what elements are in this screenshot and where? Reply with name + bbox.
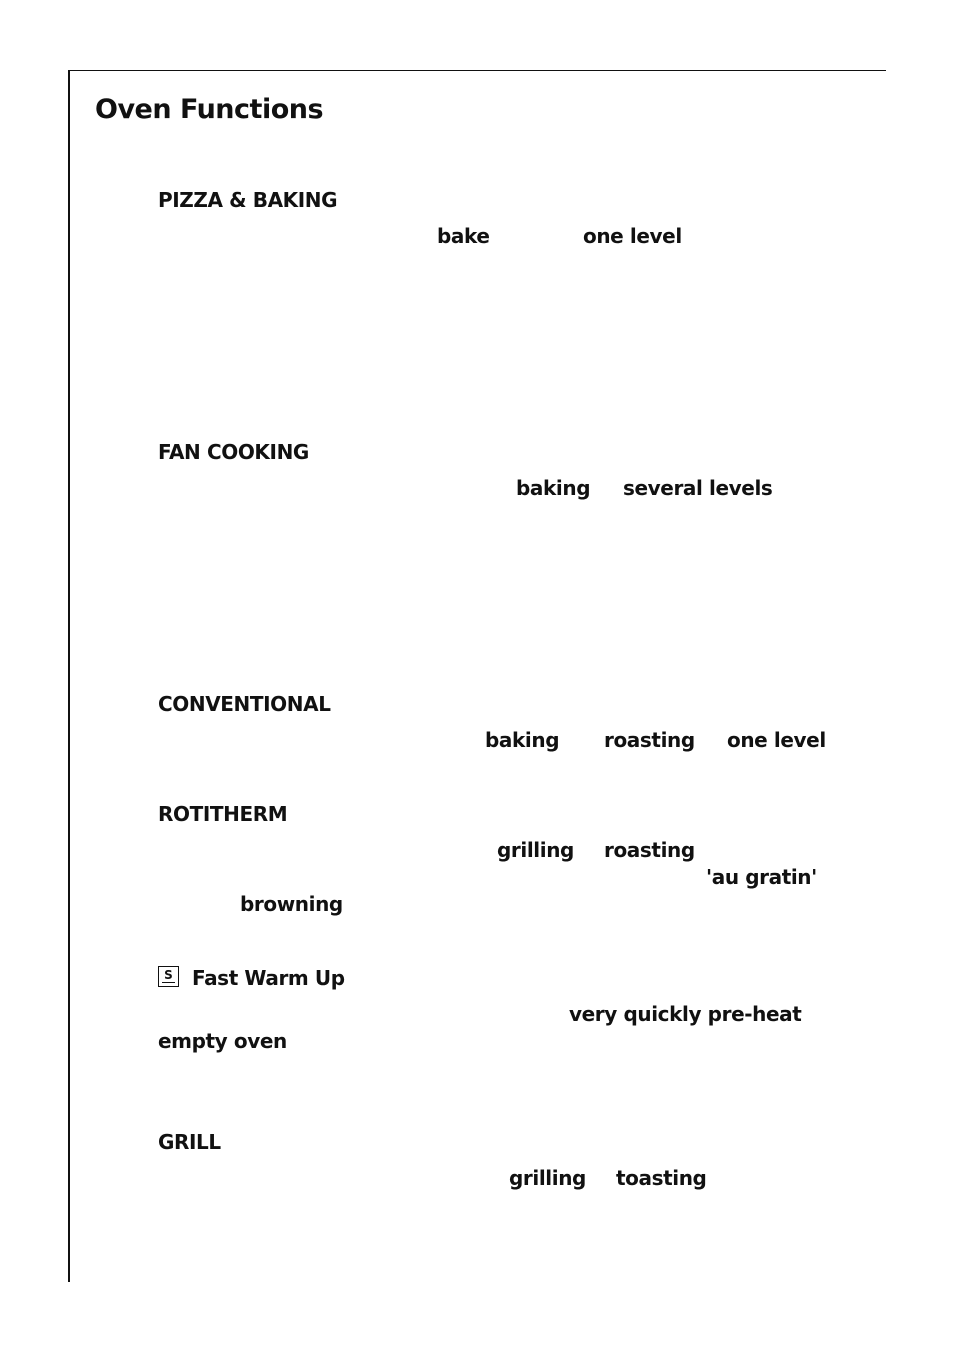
section-heading-pizza-baking: PIZZA & BAKING <box>158 188 338 212</box>
keyword-grilling: grilling <box>509 1166 586 1190</box>
page-title: Oven Functions <box>95 94 324 125</box>
keyword-au-gratin: 'au gratin' <box>706 865 817 889</box>
keyword-one-level: one level <box>727 728 826 752</box>
keyword-browning: browning <box>240 892 343 916</box>
keyword-empty-oven: empty oven <box>158 1029 287 1053</box>
section-heading-fast-warm-up: Fast Warm Up <box>192 966 345 990</box>
keyword-one-level: one level <box>583 224 682 248</box>
keyword-grilling: grilling <box>497 838 574 862</box>
fast-warm-up-icon-glyph: S <box>164 968 173 982</box>
keyword-very-quickly-pre-heat: very quickly pre-heat <box>569 1002 802 1026</box>
section-heading-grill: GRILL <box>158 1130 221 1154</box>
fast-warm-up-icon <box>158 966 179 987</box>
fast-warm-up-icon-underline <box>162 982 175 984</box>
page-frame-top-rule <box>68 70 886 71</box>
keyword-toasting: toasting <box>616 1166 707 1190</box>
keyword-roasting: roasting <box>604 838 695 862</box>
section-heading-fan-cooking: FAN COOKING <box>158 440 309 464</box>
keyword-roasting: roasting <box>604 728 695 752</box>
keyword-baking: baking <box>516 476 591 500</box>
section-heading-rotitherm: ROTITHERM <box>158 802 288 826</box>
section-heading-conventional: CONVENTIONAL <box>158 692 331 716</box>
keyword-bake: bake <box>437 224 490 248</box>
keyword-baking: baking <box>485 728 560 752</box>
keyword-several-levels: several levels <box>623 476 773 500</box>
page-frame-left-rule <box>68 70 70 1282</box>
